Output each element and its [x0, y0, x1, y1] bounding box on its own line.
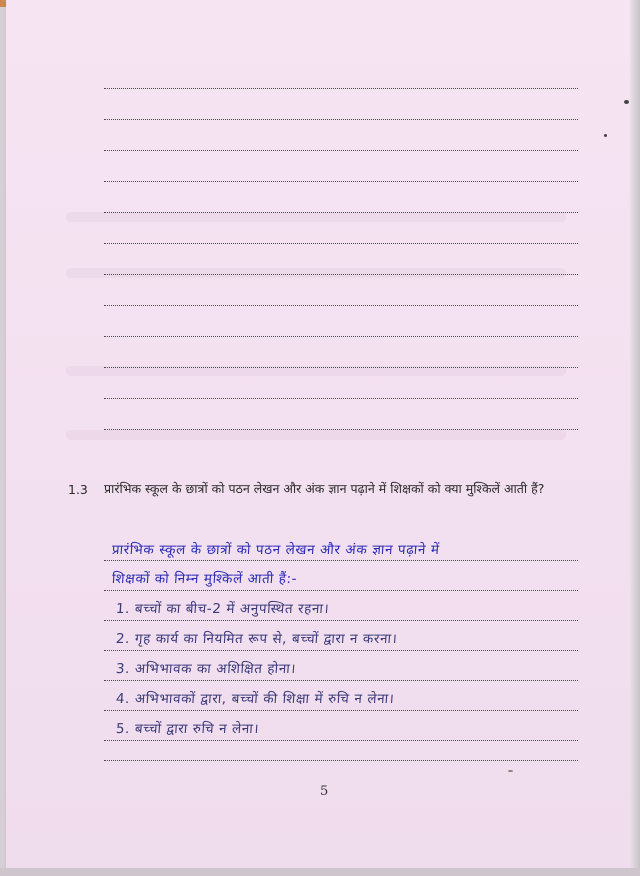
answer-line: 3. अभिभावक का अशिक्षित होना। [115, 661, 297, 677]
ruled-line [104, 680, 578, 681]
bleed-through-ghost [66, 430, 566, 440]
ruled-line [104, 429, 578, 430]
ruled-line [104, 760, 578, 761]
ruled-line [104, 119, 578, 120]
answer-line: 5. बच्चों द्वारा रुचि न लेना। [115, 721, 260, 737]
ruled-line [104, 243, 578, 244]
ruled-line [104, 620, 578, 621]
ruled-line [104, 150, 578, 151]
answer-line: 2. गृह कार्य का नियमित रूप से, बच्चों द्वारा न करना। [115, 631, 398, 647]
ruled-line [104, 740, 578, 741]
ruled-line [104, 710, 578, 711]
page-bottom-edge [0, 868, 640, 876]
page-number: 5 [320, 784, 329, 799]
question-text: प्रारंभिक स्कूल के छात्रों को पठन लेखन और अंक ज्ञान पढ़ाने में शिक्षकों को क्या मुश्किलें आती हैं? [104, 481, 545, 496]
question-number: 1.3 [68, 482, 88, 497]
bleed-through-ghost [66, 268, 566, 278]
ruled-line [104, 560, 578, 561]
answer-line: प्रारंभिक स्कूल के छात्रों को पठन लेखन और अंक ज्ञान पढ़ाने में [111, 542, 441, 558]
ruled-line [104, 274, 578, 275]
ruled-line [104, 590, 578, 591]
ink-speck [508, 770, 513, 772]
ruled-line [104, 181, 578, 182]
ink-speck [604, 134, 607, 137]
ruled-line [104, 367, 578, 368]
page-right-edge [630, 0, 640, 876]
answer-line: 4. अभिभावकों द्वारा, बच्चों की शिक्षा में रुचि न लेना। [115, 691, 395, 707]
ruled-line [104, 88, 578, 89]
answer-line: शिक्षकों को निम्न मुश्किलें आती हैं:- [111, 571, 298, 587]
bleed-through-ghost [66, 212, 566, 222]
ruled-line [104, 336, 578, 337]
answer-line: 1. बच्चों का बीच-2 में अनुपस्थित रहना। [115, 601, 330, 617]
ruled-line [104, 212, 578, 213]
ruled-line [104, 650, 578, 651]
ink-speck [624, 100, 629, 104]
ruled-line [104, 398, 578, 399]
ruled-line [104, 305, 578, 306]
